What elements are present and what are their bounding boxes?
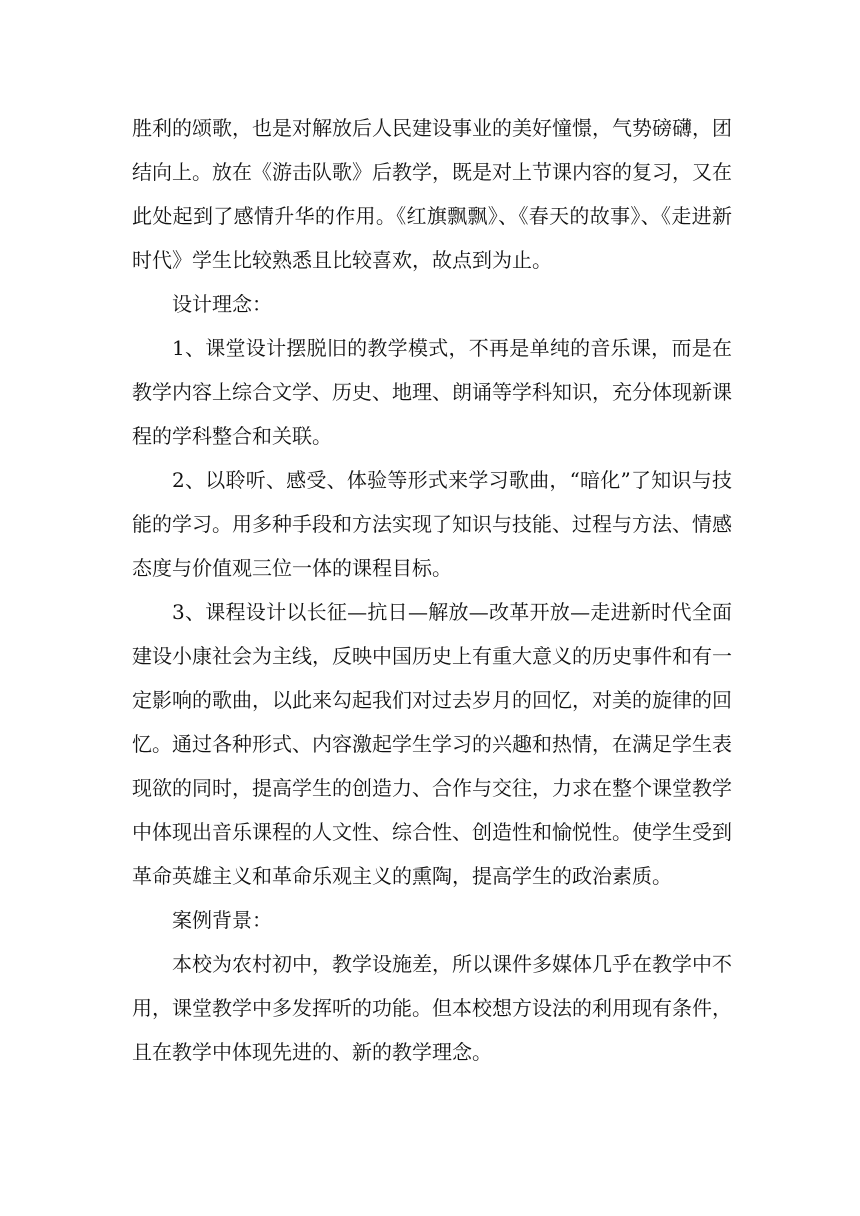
- heading-case-background: 案例背景：: [172, 908, 272, 932]
- heading-design-concept: 设计理念：: [172, 292, 272, 316]
- paragraph-case-background: 本校为农村初中，教学设施差，所以课件多媒体几乎在教学中不用，课堂教学中多发挥听的功能。但本校想方设法的利用现有条件，且在教学中体现先进的、新的教学理念。: [132, 952, 732, 1064]
- paragraph-concept-3: 3、课程设计以长征—抗日—解放—改革开放—走进新时代全面建设小康社会为主线，反映中国历史上有重大意义的历史事件和有一定影响的歌曲，以此来勾起我们对过去岁月的回忆，对美的旋律的回忆。通过各种形式、内容激起学生学习的兴趣和热情，在满足学生表现欲的同时，提高学生的创造力、合作与交往，力求在整个课堂教学中体现出音乐课程的人文性、综合性、创造性和愉悦性。使学生受到革命英雄主义和革命乐观主义的熏陶，提高学生的政治素质。: [132, 600, 732, 888]
- paragraph-continuation: 胜利的颂歌，也是对解放后人民建设事业的美好憧憬，气势磅礴，团结向上。放在《游击队歌》后教学，既是对上节课内容的复习，又在此处起到了感情升华的作用。《红旗飘飘》、《春天的故事》、《走进新时代》学生比较熟悉且比较喜欢，故点到为止。: [132, 116, 732, 272]
- paragraph-concept-2: 2、以聆听、感受、体验等形式来学习歌曲，“暗化”了知识与技能的学习。用多种手段和方法实现了知识与技能、过程与方法、情感态度与价值观三位一体的课程目标。: [132, 468, 732, 580]
- paragraph-concept-1: 1、课堂设计摆脱旧的教学模式，不再是单纯的音乐课，而是在教学内容上综合文学、历史、地理、朗诵等学科知识，充分体现新课程的学科整合和关联。: [132, 336, 732, 448]
- document-body: [132, 106, 732, 1074]
